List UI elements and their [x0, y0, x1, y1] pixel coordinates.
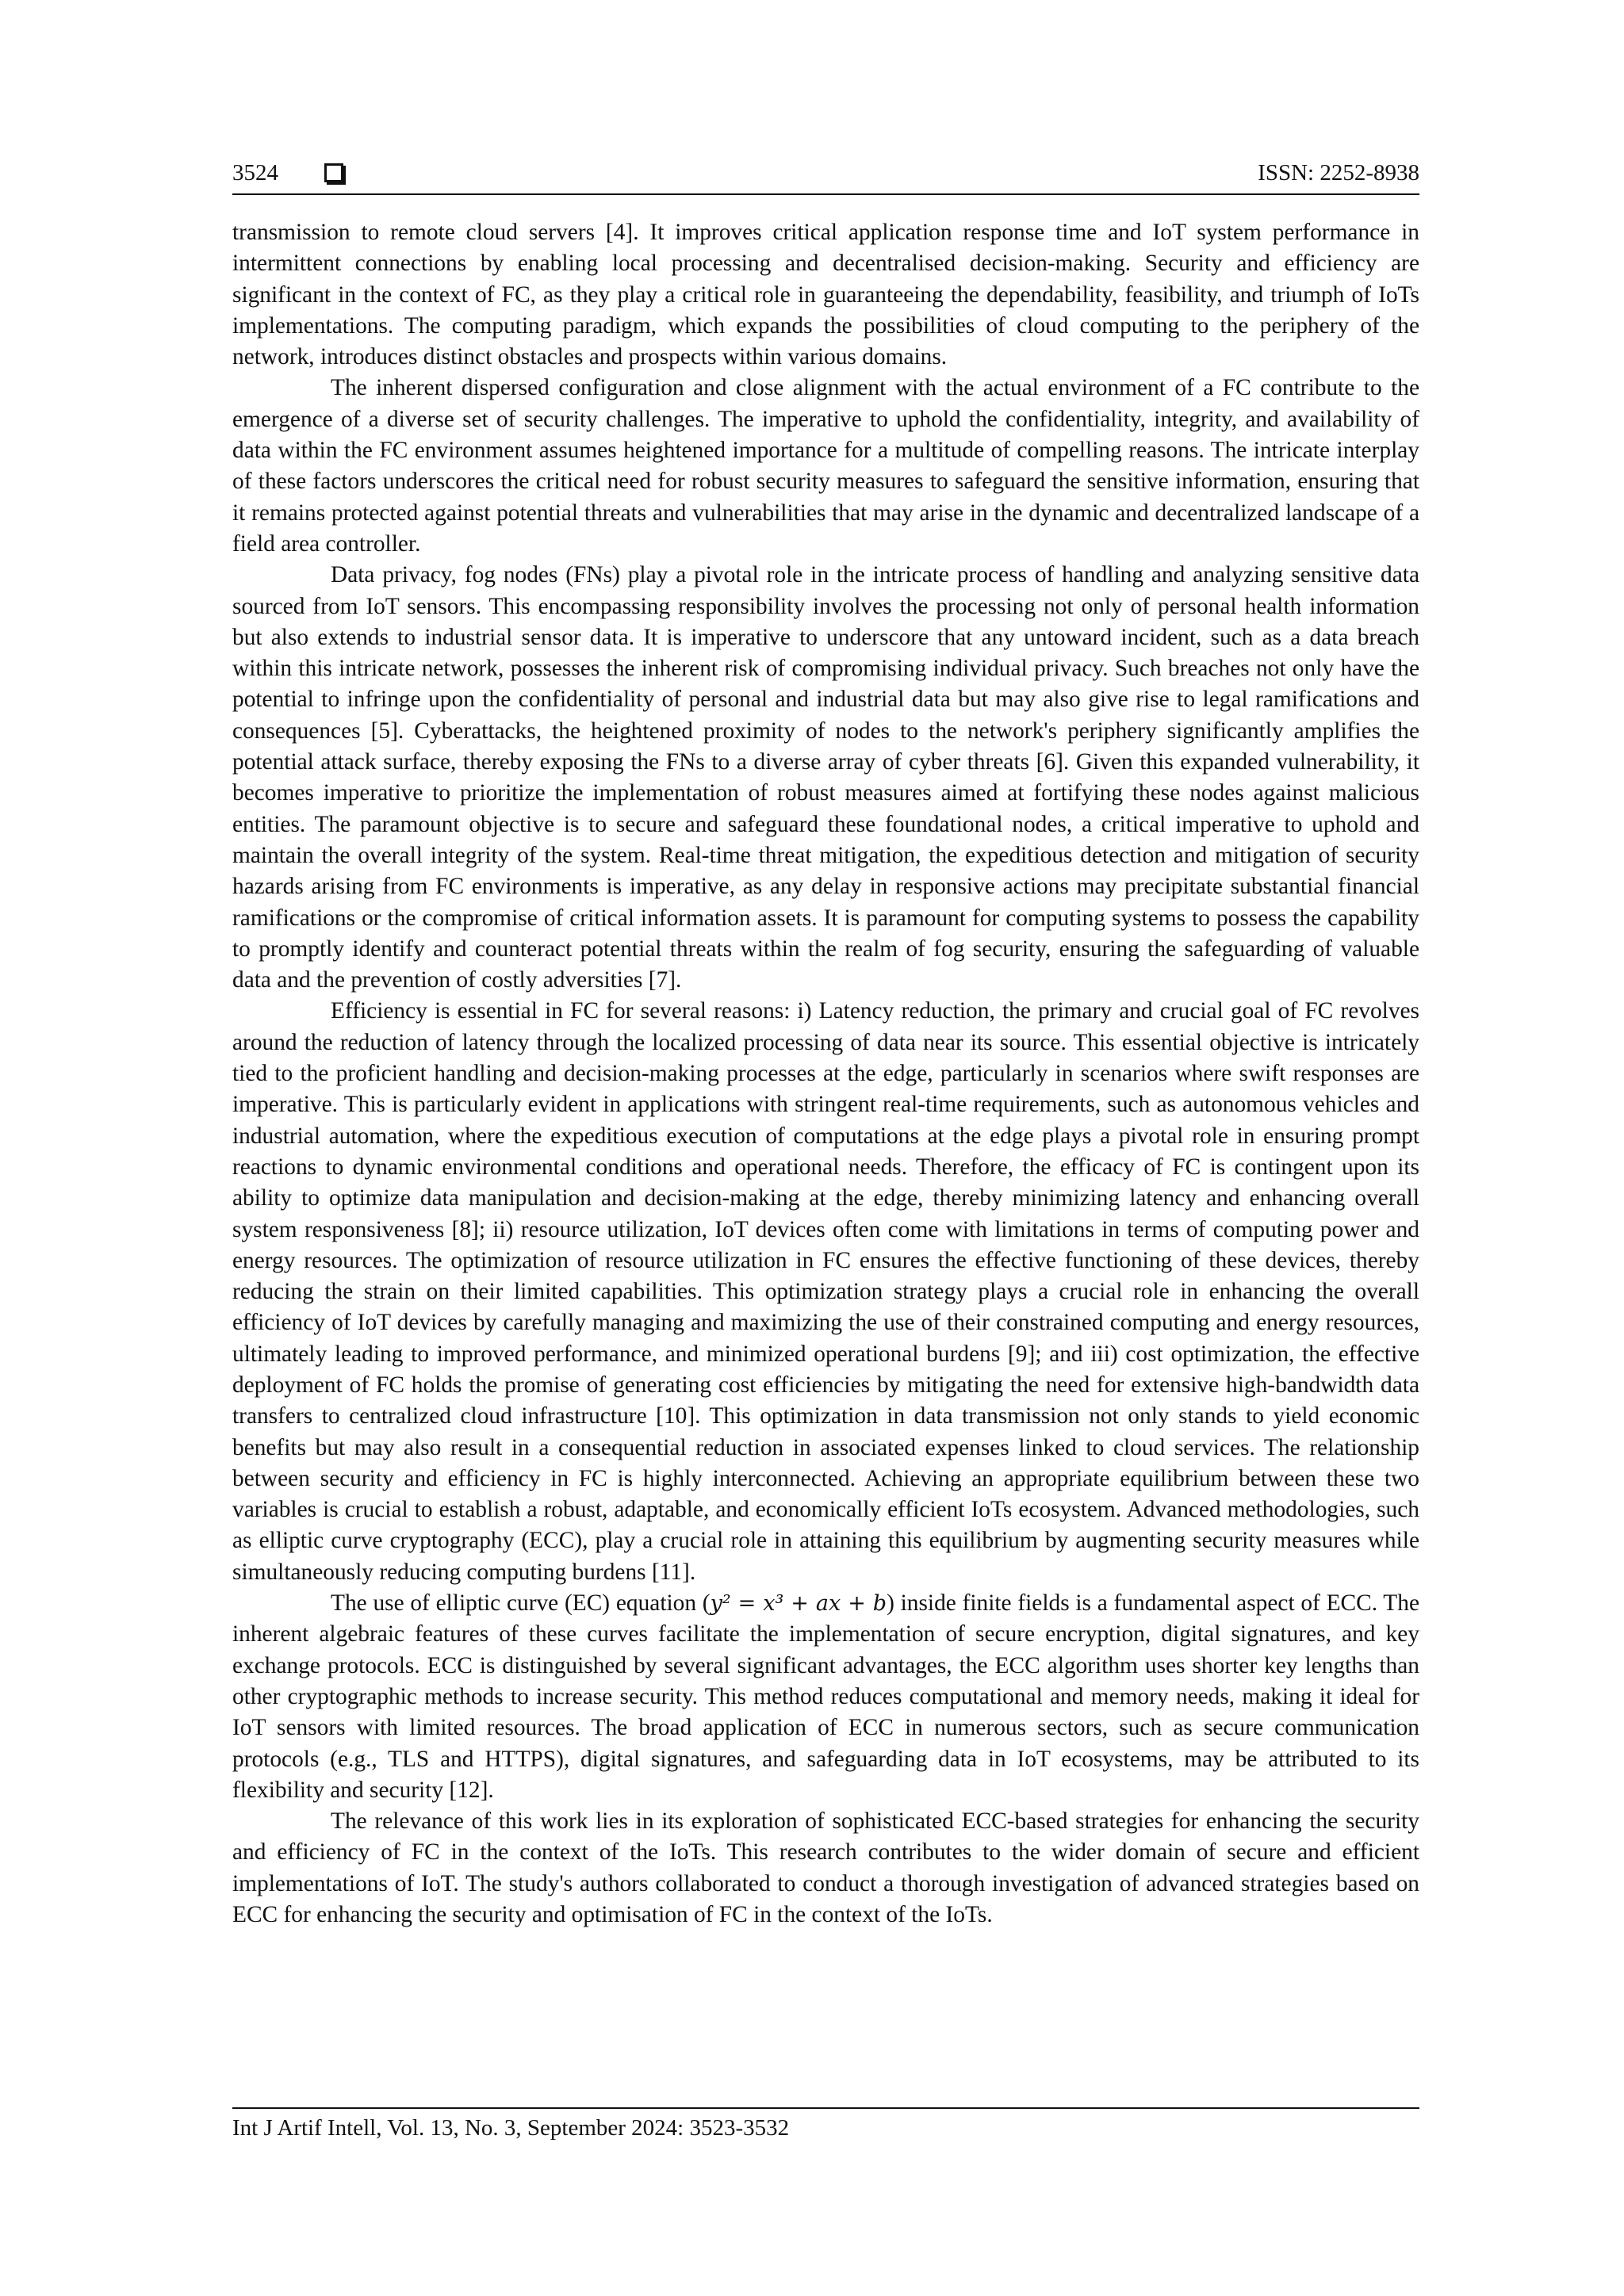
paragraph-2: The inherent dispersed configuration and close alignment with the actual environment of a FC contribute to the emergence of a diverse set of security challenges. The imperative to uphold the confidentiality, integrity, and availability of data within the FC environment assumes heightened importance for a multitude of compelling reasons. The intricate interplay of these factors underscores the critical need for robust security measures to safeguard the sensitive information, ensuring that it remains protected against potential threats and vulnerabilities that may arise in the dynamic and decentralized landscape of a field area controller. [232, 375, 1419, 557]
paragraph-5-start: The use of elliptic curve (EC) equation ( [331, 1590, 710, 1617]
page-header [232, 157, 1419, 189]
elliptic-curve-equation: y² = x³ + ax + b [710, 1591, 887, 1617]
paragraph-3: Data privacy, fog nodes (FNs) play a pivotal role in the intricate process of handling and analyzing sensitive data sourced from IoT sensors. This encompassing responsibility involves the processing not only of personal health information but also extends to industrial sensor data. It is imperative to underscore that any untoward incident, such as a data breach within this intricate network, possesses the inherent risk of compromising individual privacy. Such breaches not only have the potential to infringe upon the confidentiality of personal and industrial data but may also give rise to legal ramifications and consequences [5]. Cyberattacks, the heightened proximity of nodes to the network's periphery significantly amplifies the potential attack surface, thereby exposing the FNs to a diverse array of cyber threats [6]. Given this expanded vulnerability, it becomes imperative to prioritize the implementation of robust measures aimed at fortifying these nodes against malicious entities. The paramount objective is to secure and safeguard these foundational nodes, a critical imperative to uphold and maintain the overall integrity of the system. Real-time threat mitigation, the expeditious detection and mitigation of security hazards arising from FC environments is imperative, as any delay in responsive actions may precipitate substantial financial ramifications or the compromise of critical information assets. It is paramount for computing systems to possess the capability to promptly identify and counteract potential threats within the realm of fog security, ensuring the safeguarding of valuable data and the prevention of costly adversities [7]. [232, 562, 1419, 993]
header-divider [232, 193, 1419, 195]
paragraph-1: transmission to remote cloud servers [4]. It improves critical application response time and IoT system performance in intermittent connections by enabling local processing and decentralised decision-making. Security and efficiency are significant in the context of FC, as they play a critical role in guaranteeing the dependability, feasibility, and triumph of IoTs implementations. The computing paradigm, which expands the possibilities of cloud computing to the periphery of the network, introduces distinct obstacles and prospects within various domains. [232, 220, 1419, 370]
page-number: 3524 [232, 160, 278, 186]
issn-label: ISSN: 2252-8938 [1258, 160, 1419, 186]
journal-citation: Int J Artif Intell, Vol. 13, No. 3, September 2024: 3523-3532 [232, 2115, 790, 2141]
square-bullet-icon [324, 163, 343, 182]
paragraph-5 [232, 1588, 1419, 1806]
paragraph-6: The relevance of this work lies in its exploration of sophisticated ECC-based strategies for enhancing the security and efficiency of FC in the context of the IoTs. This research contributes to the wider domain of secure and efficient implementations of IoT. The study's authors collaborated to conduct a thorough investigation of advanced strategies based on ECC for enhancing the security and optimisation of FC in the context of the IoTs. [232, 1808, 1419, 1928]
paragraph-4: Efficiency is essential in FC for several reasons: i) Latency reduction, the primary and crucial goal of FC revolves around the reduction of latency through the localized processing of data near its source. This essential objective is intricately tied to the proficient handling and decision-making processes at the edge, particularly in scenarios where swift responses are imperative. This is particularly evident in applications with stringent real-time requirements, such as autonomous vehicles and industrial automation, where the expeditious execution of computations at the edge plays a pivotal role in ensuring prompt reactions to dynamic environmental conditions and operational needs. Therefore, the efficacy of FC is contingent upon its ability to optimize data manipulation and decision-making at the edge, thereby minimizing latency and enhancing overall system responsiveness [8]; ii) resource utilization, IoT devices often come with limitations in terms of computing power and energy resources. The optimization of resource utilization in FC ensures the effective functioning of these devices, thereby reducing the strain on their limited capabilities. This optimization strategy plays a crucial role in enhancing the overall efficiency of IoT devices by carefully managing and maximizing the use of their constrained computing and energy resources, ultimately leading to improved performance, and minimized operational burdens [9]; and iii) cost optimization, the effective deployment of FC holds the promise of generating cost efficiencies by mitigating the need for extensive high-bandwidth data transfers to centralized cloud infrastructure [10]. This optimization in data transmission not only stands to yield economic benefits but may also result in a consequential reduction in associated expenses linked to cloud services. The relationship between security and efficiency in FC is highly interconnected. Achieving an appropriate equilibrium between these two variables is crucial to establish a robust, adaptable, and economically efficient IoTs ecosystem. Advanced methodologies, such as elliptic curve cryptography (ECC), play a crucial role in attaining this equilibrium by augmenting security measures while simultaneously reducing computing burdens [11]. [232, 998, 1419, 1585]
footer-divider [232, 2107, 1419, 2109]
paragraph-5-rest: ) inside finite fields is a fundamental aspect of ECC. The inherent algebraic features of these curves facilitate the implementation of secure encryption, digital signatures, and key exchange protocols. ECC is distinguished by several significant advantages, the ECC algorithm uses shorter key lengths than other cryptographic methods to increase security. This method reduces computational and memory needs, making it ideal for IoT sensors with limited resources. The broad application of ECC in numerous sectors, such as secure communication protocols (e.g., TLS and HTTPS), digital signatures, and safeguarding data in IoT ecosystems, may be attributed to its flexibility and security [12]. [232, 1590, 1420, 1803]
article-body [232, 217, 1419, 1931]
